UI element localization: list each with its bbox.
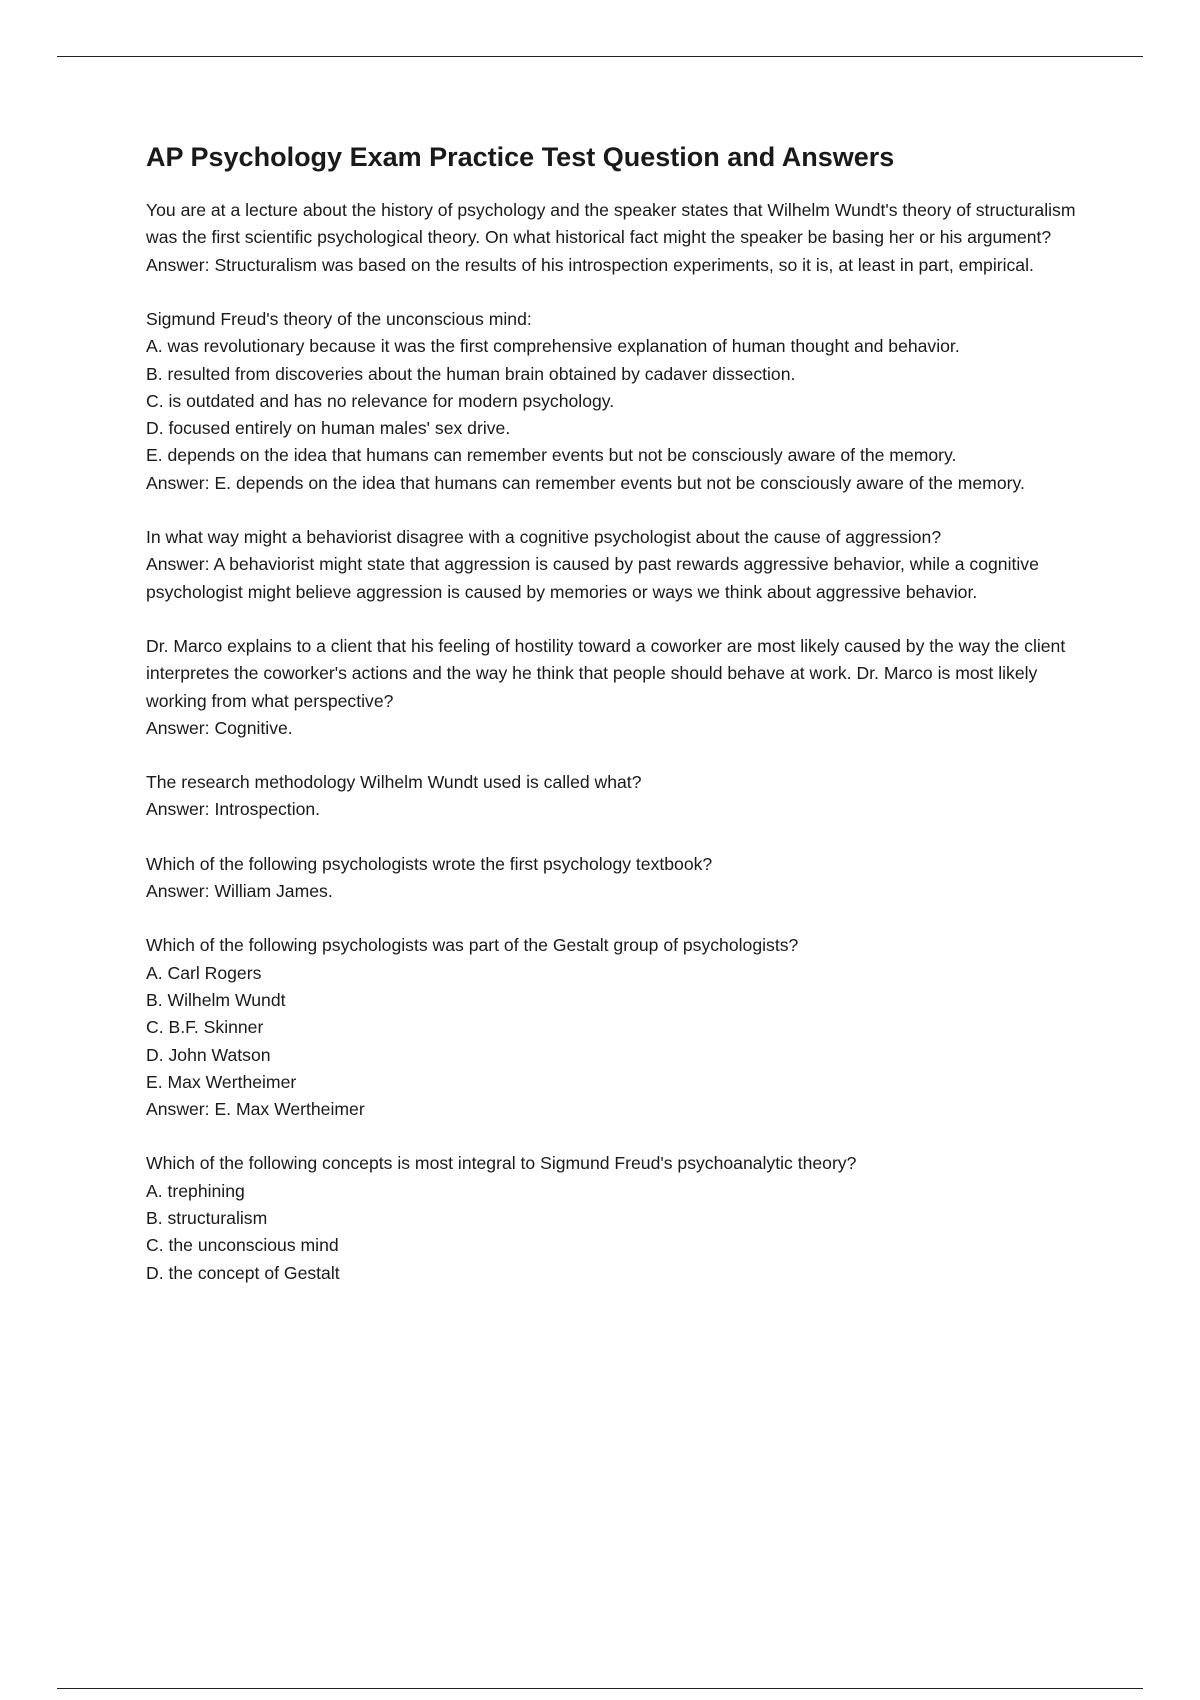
answer-text: Answer: William James. bbox=[146, 881, 333, 902]
option-e: E. Max Wertheimer bbox=[146, 1071, 297, 1092]
option-d: D. the concept of Gestalt bbox=[146, 1262, 340, 1283]
header-rule bbox=[57, 56, 1143, 57]
question-text: The research methodology Wilhelm Wundt used is called what? bbox=[146, 772, 642, 793]
question-text: In what way might a behaviorist disagree with a cognitive psychologist about the cause of aggression? bbox=[146, 527, 942, 548]
question-text: Which of the following concepts is most integral to Sigmund Freud's psychoanalytic theory? bbox=[146, 1153, 857, 1174]
option-c: C. is outdated and has no relevance for modern psychology. bbox=[146, 390, 615, 411]
option-a: A. Carl Rogers bbox=[146, 962, 262, 983]
qa-item-6 bbox=[146, 851, 1096, 906]
option-a: A. was revolutionary because it was the first comprehensive explanation of human thought and behavior. bbox=[146, 336, 960, 357]
document-page bbox=[146, 140, 1096, 1314]
qa-item-7 bbox=[146, 932, 1096, 1123]
option-d: D. focused entirely on human males' sex drive. bbox=[146, 418, 511, 439]
answer-text: Answer: A behaviorist might state that aggression is caused by past rewards aggressive behavior, while a cognitive psychologist might believe aggression is caused by memories or ways we think about aggressive behavior. bbox=[146, 554, 1039, 602]
question-text: Dr. Marco explains to a client that his feeling of hostility toward a coworker are most likely caused by the way the client interpretes the coworker's actions and the way he think that people should behave at work. Dr. Marco is most likely working from what perspective? bbox=[146, 635, 1066, 711]
qa-item-3 bbox=[146, 524, 1096, 606]
qa-item-2 bbox=[146, 306, 1096, 497]
option-b: B. Wilhelm Wundt bbox=[146, 989, 286, 1010]
option-e: E. depends on the idea that humans can remember events but not be consciously aware of the memory. bbox=[146, 445, 957, 466]
question-text: Which of the following psychologists wrote the first psychology textbook? bbox=[146, 853, 713, 874]
question-text: Which of the following psychologists was part of the Gestalt group of psychologists? bbox=[146, 935, 799, 956]
qa-item-8 bbox=[146, 1150, 1096, 1286]
answer-text: Answer: E. depends on the idea that humans can remember events but not be consciously aware of the memory. bbox=[146, 472, 1025, 493]
document-title: AP Psychology Exam Practice Test Question and Answers bbox=[146, 142, 895, 172]
option-b: B. structuralism bbox=[146, 1208, 268, 1228]
footer-rule bbox=[57, 1688, 1143, 1689]
qa-item-5 bbox=[146, 769, 1096, 824]
question-text: You are at a lecture about the history of psychology and the speaker states that Wilhelm Wundt's theory of structuralism was the first scientific psychological theory. On what historical fact might the speaker be basing her or his argument? bbox=[146, 200, 1076, 248]
qa-item-1 bbox=[146, 197, 1096, 279]
answer-text: Answer: Structuralism was based on the results of his introspection experiments, so it is, at least in part, empirical. bbox=[146, 254, 1034, 275]
option-c: C. B.F. Skinner bbox=[146, 1017, 264, 1038]
answer-text: Answer: Introspection. bbox=[146, 799, 321, 820]
option-d: D. John Watson bbox=[146, 1044, 271, 1065]
option-b: B. resulted from discoveries about the human brain obtained by cadaver dissection. bbox=[146, 363, 796, 384]
answer-text: Answer: E. Max Wertheimer bbox=[146, 1099, 365, 1120]
answer-text: Answer: Cognitive. bbox=[146, 717, 293, 738]
option-a: A. trephining bbox=[146, 1180, 245, 1201]
qa-item-4 bbox=[146, 633, 1096, 742]
question-text: Sigmund Freud's theory of the unconscious mind: bbox=[146, 308, 532, 329]
option-c: C. the unconscious mind bbox=[146, 1235, 339, 1256]
